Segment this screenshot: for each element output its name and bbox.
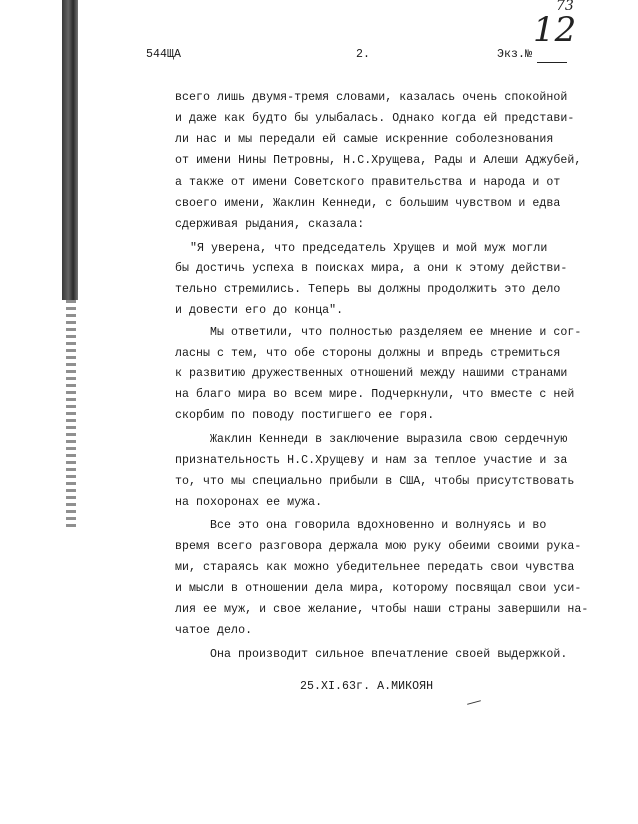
- text-line: на похоронах ее мужа.: [175, 496, 323, 509]
- text-line: "Я уверена, что председатель Хрущев и мой муж могли: [190, 242, 548, 255]
- text-line: ми, стараясь как можно убедительнее передать свои чувства: [175, 561, 575, 574]
- text-line: ли нас и мы передали ей самые искренние соболезнования: [175, 133, 554, 146]
- document-code: 544ЩА: [146, 48, 182, 61]
- text-line: а также от имени Советского правительства и народа и от: [175, 176, 561, 189]
- text-line: признательность Н.С.Хрущеву и нам за теплое участие и за: [175, 454, 568, 467]
- pen-mark: [467, 700, 481, 705]
- text-line: и довести его до конца".: [175, 304, 344, 317]
- binding-marks: [66, 300, 76, 530]
- text-line: бы достичь успеха в поисках мира, а они к этому действи-: [175, 262, 568, 275]
- text-line: ласны с тем, что обе стороны должны и впредь стремиться: [175, 347, 561, 360]
- copy-number-underline: [537, 62, 567, 63]
- signature-line: 25.XI.63г. А.МИКОЯН: [300, 680, 434, 693]
- text-line: лия ее муж, и свое желание, чтобы наши страны завершили на-: [175, 603, 589, 616]
- handwritten-folio-number: 73: [556, 0, 574, 14]
- text-line: сдерживая рыдания, сказала:: [175, 218, 365, 231]
- text-line: и даже как будто бы улыбалась. Однако когда ей представи-: [175, 112, 575, 125]
- text-line: чатое дело.: [175, 624, 253, 637]
- text-line: от имени Нины Петровны, Н.С.Хрущева, Рады и Алеши Аджубей,: [175, 154, 582, 167]
- binding-edge: [62, 0, 78, 300]
- text-line: тельно стремились. Теперь вы должны продолжить это дело: [175, 283, 561, 296]
- page-number: 2.: [356, 48, 371, 61]
- text-line: на благо мира во всем мире. Подчеркнули, что вместе с ней: [175, 388, 575, 401]
- text-line: скорбим по поводу постигшего ее горя.: [175, 409, 435, 422]
- copy-label: Экз.№: [497, 48, 533, 61]
- text-line: к развитию дружественных отношений между нашими странами: [175, 367, 568, 380]
- text-line: то, что мы специально прибыли в США, чтобы присутствовать: [175, 475, 575, 488]
- text-line: своего имени, Жаклин Кеннеди, с большим чувством и едва: [175, 197, 561, 210]
- text-line: Жаклин Кеннеди в заключение выразила свою сердечную: [210, 433, 568, 446]
- text-line: Она производит сильное впечатление своей выдержкой.: [210, 648, 568, 661]
- handwritten-copy-number: 12: [533, 10, 577, 50]
- text-line: время всего разговора держала мою руку обеими своими рука-: [175, 540, 582, 553]
- text-line: Все это она говорила вдохновенно и волнуясь и во: [210, 519, 547, 532]
- text-line: всего лишь двумя-тремя словами, казалась очень спокойной: [175, 91, 568, 104]
- text-line: и мысли в отношении дела мира, которому посвящал свои уси-: [175, 582, 582, 595]
- text-line: Мы ответили, что полностью разделяем ее мнение и сог-: [210, 326, 582, 339]
